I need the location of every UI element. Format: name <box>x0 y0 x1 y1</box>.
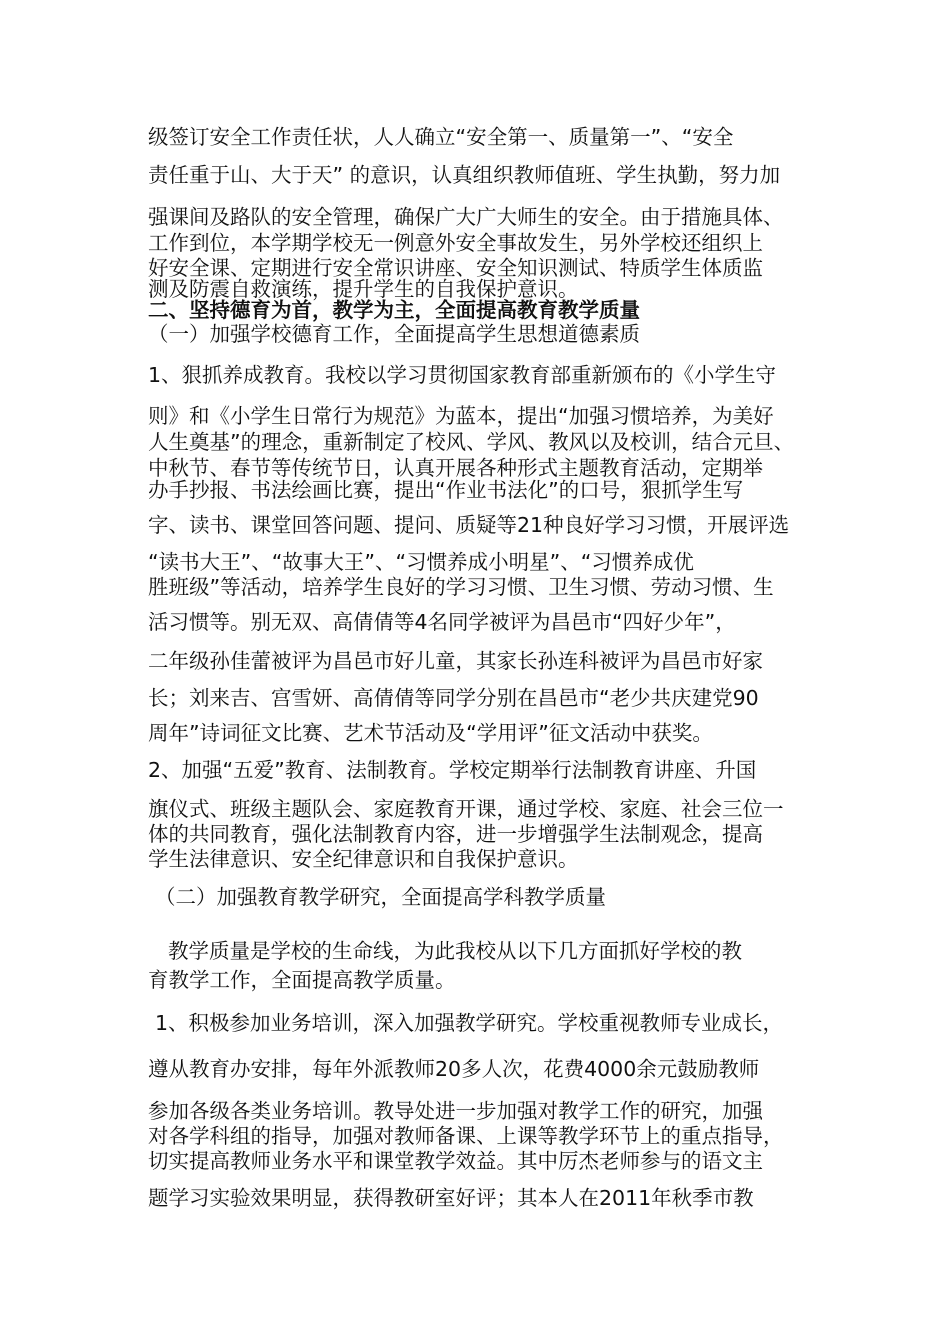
text-line: 活习惯等。别无双、高倩倩等4名同学被评为昌邑市“四好少年”， <box>148 610 736 634</box>
text-line: 体的共同教育，强化法制教育内容，进一步增强学生法制观念，提高 <box>148 822 763 846</box>
text-line: 教学质量是学校的生命线，为此我校从以下几方面抓好学校的教 <box>168 939 742 963</box>
text-line: 胜班级”等活动，培养学生良好的学习习惯、卫生习惯、劳动习惯、生 <box>148 575 774 599</box>
text-line: 周年”诗词征文比赛、艺术节活动及“学用评”征文活动中获奖。 <box>148 721 713 745</box>
text-line: 中秋节、春节等传统节日，认真开展各种形式主题教育活动，定期举 <box>148 456 763 480</box>
text-line: 字、读书、课堂回答问题、提问、质疑等21种良好学习习惯，开展评选 <box>148 513 790 537</box>
text-line: 工作到位，本学期学校无一例意外安全事故发生，另外学校还组织上 <box>148 231 763 255</box>
text-line: 二年级孙佳蕾被评为昌邑市好儿童，其家长孙连科被评为昌邑市好家 <box>148 649 763 673</box>
text-line: 测及防震自救演练，提升学生的自我保护意识。 <box>148 277 579 301</box>
text-line: 好安全课、定期进行安全常识讲座、安全知识测试、特质学生体质监 <box>148 256 763 280</box>
text-line: 办手抄报、书法绘画比赛，提出“作业书法化”的口号，狠抓学生写 <box>148 478 744 502</box>
text-line: 2、加强“五爱”教育、法制教育。学校定期举行法制教育讲座、升国 <box>148 758 757 782</box>
text-line: 对各学科组的指导，加强对教师备课、上课等教学环节上的重点指导， <box>148 1124 784 1148</box>
text-line: 题学习实验效果明显，获得教研室好评；其本人在2011年秋季市教 <box>148 1186 754 1210</box>
text-line: 长；刘来吉、宫雪妍、高倩倩等同学分别在昌邑市“老少共庆建党90 <box>148 686 759 710</box>
text-line: 1、狠抓养成教育。我校以学习贯彻国家教育部重新颁布的《小学生守 <box>148 363 777 387</box>
text-line: 级签订安全工作责任状，人人确立“安全第一、质量第一”、“安全 <box>148 125 734 149</box>
text-line: 1、积极参加业务培训，深入加强教学研究。学校重视教师专业成长， <box>155 1011 784 1035</box>
text-line: 则》和《小学生日常行为规范》为蓝本，提出“加强习惯培养，为美好 <box>148 404 774 428</box>
text-line: 学生法律意识、安全纪律意识和自我保护意识。 <box>148 847 579 871</box>
text-line: 育教学工作，全面提高教学质量。 <box>148 968 456 992</box>
text-line: 责任重于山、大于天” 的意识，认真组织教师值班、学生执勤，努力加 <box>148 163 781 187</box>
text-line: 旗仪式、班级主题队会、家庭教育开课，通过学校、家庭、社会三位一 <box>148 797 784 821</box>
text-line: 参加各级各类业务培训。教导处进一步加强对教学工作的研究，加强 <box>148 1099 763 1123</box>
text-line: 强课间及路队的安全管理，确保广大广大师生的安全。由于措施具体、 <box>148 205 784 229</box>
section-heading: 二、坚持德育为首，教学为主，全面提高教育教学质量 <box>148 298 640 322</box>
text-line: 切实提高教师业务水平和课堂教学效益。其中厉杰老师参与的语文主 <box>148 1149 763 1173</box>
text-line: “读书大王”、“故事大王”、“习惯养成小明星”、“习惯养成优 <box>148 550 694 574</box>
subsection-heading: （二）加强教育教学研究，全面提高学科教学质量 <box>155 885 606 909</box>
text-line: 遵从教育办安排，每年外派教师20多人次，花费4000余元鼓励教师 <box>148 1057 760 1081</box>
text-line: 人生奠基”的理念，重新制定了校风、学风、教风以及校训，结合元旦、 <box>148 430 795 454</box>
subsection-heading: （一）加强学校德育工作，全面提高学生思想道德素质 <box>148 322 640 346</box>
